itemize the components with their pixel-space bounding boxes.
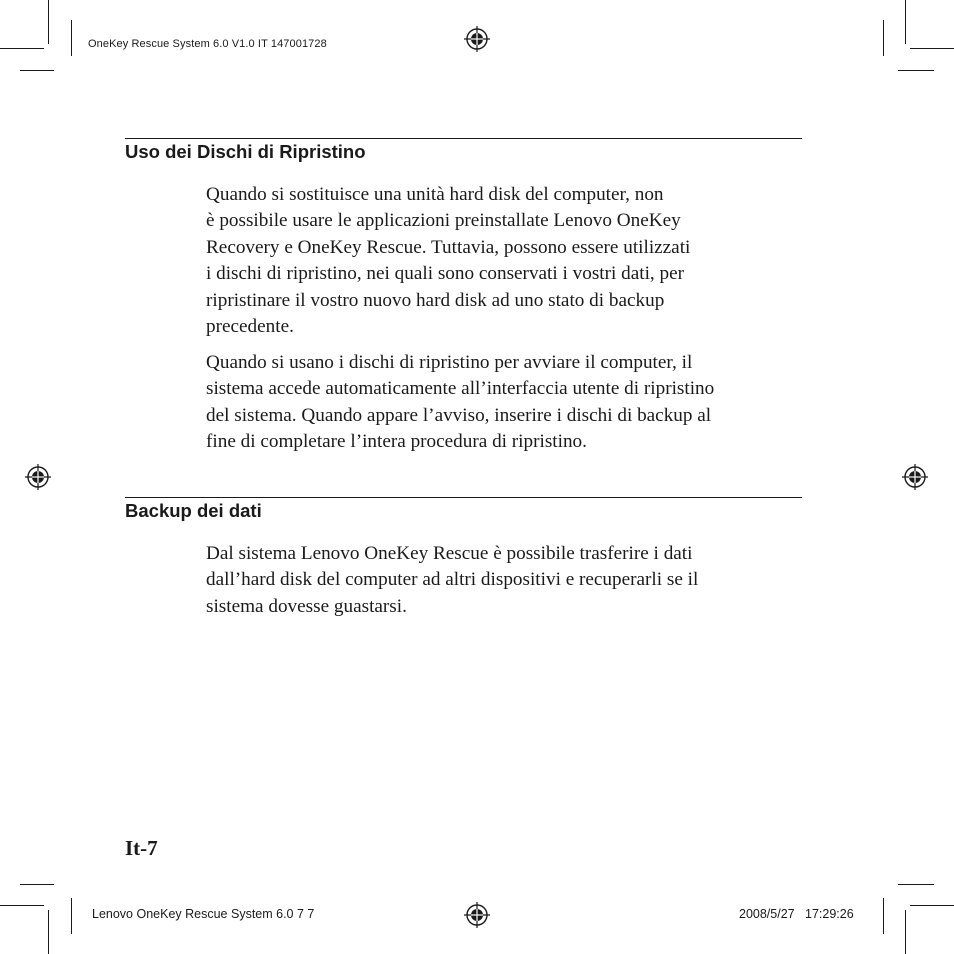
paragraph-line: precedente.	[206, 316, 294, 338]
registration-mark-icon	[464, 26, 490, 52]
section-divider	[125, 497, 802, 498]
paragraph-line: sistema dovesse guastarsi.	[206, 595, 407, 617]
crop-mark-bottom-left-vertical-outer	[48, 910, 49, 954]
print-slug-header: OneKey Rescue System 6.0 V1.0 IT 147001728	[88, 38, 327, 50]
crop-mark-top-right-horizontal-outer	[898, 70, 934, 71]
section-divider	[125, 138, 802, 139]
paragraph	[206, 541, 816, 620]
registration-mark-icon	[25, 464, 51, 490]
registration-mark-icon	[464, 902, 490, 928]
registration-mark-icon	[902, 464, 928, 490]
paragraph-line: Dal sistema Lenovo OneKey Rescue è possibile trasferire i dati	[206, 543, 693, 564]
paragraph-line: del sistema. Quando appare l’avviso, inserire i dischi di backup al	[206, 404, 712, 426]
crop-mark-bottom-left-horizontal	[20, 884, 54, 885]
paragraph-line: è possibile usare le applicazioni preinstallate Lenovo OneKey	[206, 210, 681, 232]
paragraph-line: fine di completare l’intera procedura di ripristino.	[206, 431, 587, 453]
paragraph-line: i dischi di ripristino, nei quali sono conservati i vostri dati, per	[206, 263, 685, 285]
crop-mark-top-left-horizontal	[0, 48, 44, 49]
paragraph-line: sistema accede automaticamente all’interfaccia utente di ripristino	[206, 378, 715, 400]
crop-mark-top-left-vertical-outer	[71, 20, 72, 56]
crop-mark-bottom-left-horizontal-outer	[0, 905, 44, 906]
paragraph-line: Quando si sostituisce una unità hard disk del computer, non	[206, 184, 664, 205]
crop-mark-bottom-right-vertical	[883, 898, 884, 934]
crop-mark-bottom-right-horizontal-outer	[910, 905, 954, 906]
crop-mark-bottom-left-vertical	[71, 898, 72, 934]
crop-mark-top-right-vertical-outer	[883, 20, 884, 56]
paragraph	[206, 182, 816, 340]
crop-mark-top-right-vertical	[905, 0, 906, 44]
section-title-data-backup: Backup dei dati	[125, 500, 262, 521]
crop-mark-top-right-horizontal	[910, 48, 954, 49]
paragraph-line: Recovery e OneKey Rescue. Tuttavia, possono essere utilizzati	[206, 236, 691, 258]
paragraph-line: ripristinare il vostro nuovo hard disk ad uno stato di backup	[206, 289, 665, 311]
paragraph-line: dall’hard disk del computer ad altri dispositivi e recuperarli se il	[206, 569, 699, 591]
print-slug-footer-timestamp: 2008/5/27 17:29:26	[739, 907, 854, 921]
paragraph-line: Quando si usano i dischi di ripristino per avviare il computer, il	[206, 352, 693, 373]
page-number: It-7	[125, 836, 158, 860]
print-slug-footer-left: Lenovo OneKey Rescue System 6.0 7 7	[92, 907, 315, 921]
paragraph	[206, 350, 816, 456]
crop-mark-bottom-right-horizontal	[898, 884, 934, 885]
crop-mark-top-left-horizontal-outer	[20, 70, 54, 71]
section-title-recovery-discs: Uso dei Dischi di Ripristino	[125, 141, 366, 162]
crop-mark-top-left-vertical	[48, 0, 49, 44]
crop-mark-bottom-right-vertical-outer	[905, 910, 906, 954]
